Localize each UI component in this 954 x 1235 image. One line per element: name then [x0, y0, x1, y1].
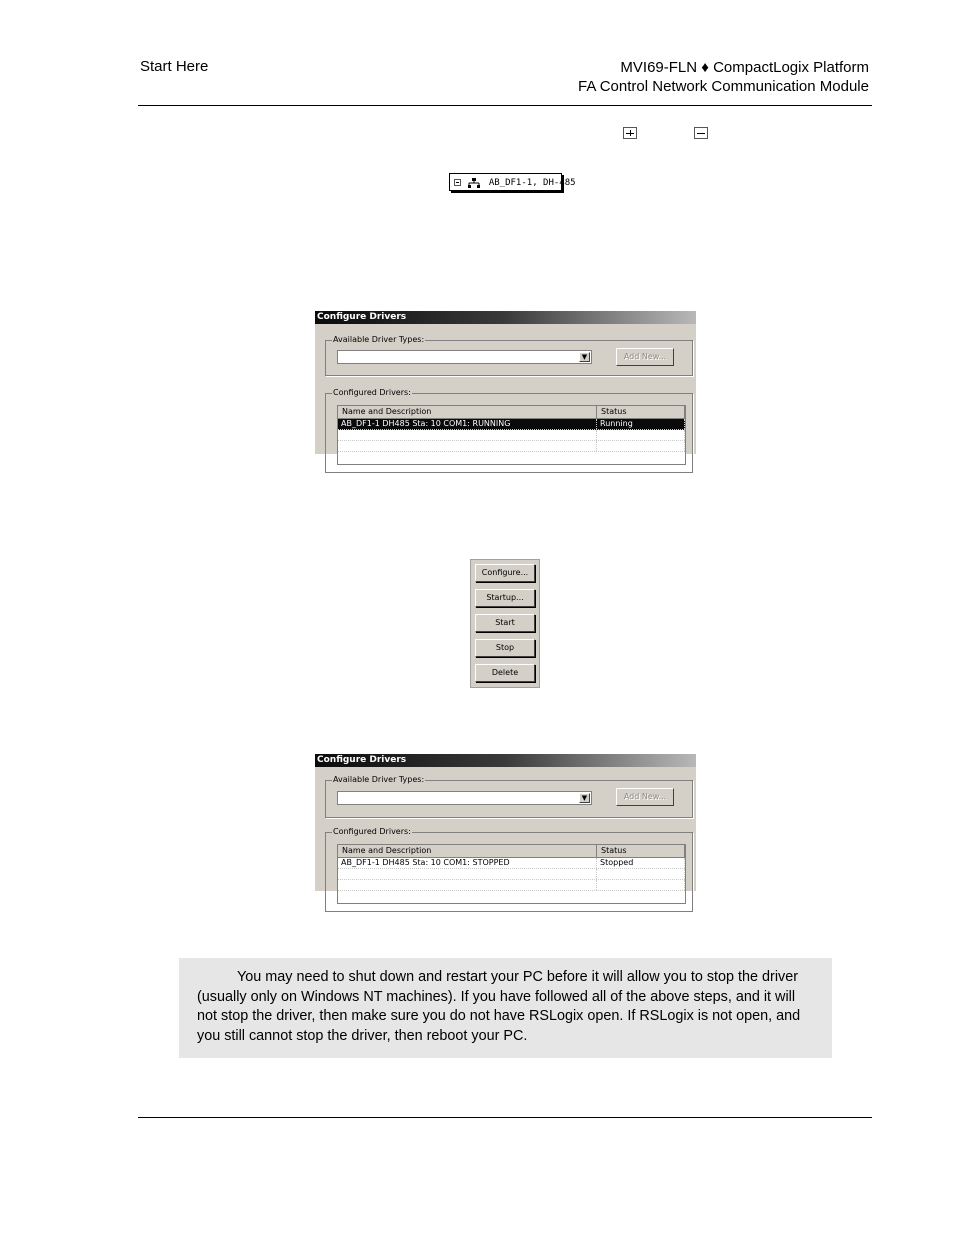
available-driver-types-group	[325, 775, 693, 818]
chevron-down-icon[interactable]: ▼	[579, 793, 590, 803]
driver-status-cell: Running	[597, 419, 685, 429]
table-row[interactable]	[338, 858, 685, 869]
column-header-name[interactable]: Name and Description	[338, 845, 597, 857]
driver-tree-label: AB_DF1-1, DH-485	[488, 178, 576, 188]
configure-drivers-dialog-stopped	[314, 753, 696, 891]
start-button[interactable]: Start	[475, 614, 535, 632]
plus-box-icon	[623, 127, 637, 139]
configured-drivers-group	[325, 827, 693, 912]
note-text: You may need to shut down and restart your PC before it will allow you to stop the driver (usually only on Windows NT machines). If you have followed all of the above steps, and it will not stop the driver, then make sure you do not have RSLogix open. If RSLogix is not open, and you still cannot stop the driver, then reboot your PC.	[197, 969, 801, 1044]
driver-action-panel	[470, 559, 540, 688]
chevron-down-icon[interactable]: ▼	[579, 352, 590, 362]
startup-button[interactable]: Startup...	[475, 589, 535, 607]
driver-type-select[interactable]	[337, 350, 592, 364]
note-box	[179, 958, 832, 1058]
stop-button[interactable]: Stop	[475, 639, 535, 657]
table-row-empty	[338, 430, 685, 441]
driver-name-cell: AB_DF1-1 DH485 Sta: 10 COM1: STOPPED	[338, 858, 597, 868]
add-new-button[interactable]: Add New...	[616, 348, 674, 366]
configured-drivers-list[interactable]	[337, 844, 686, 904]
delete-button[interactable]: Delete	[475, 664, 535, 682]
table-row-empty	[338, 869, 685, 880]
configure-drivers-dialog-running	[314, 310, 696, 454]
network-icon	[468, 178, 480, 188]
header-product-line1: MVI69-FLN ♦ CompactLogix Platform	[620, 59, 869, 76]
list-header	[338, 845, 685, 858]
configured-drivers-label: Configured Drivers:	[333, 388, 411, 397]
available-driver-types-group	[325, 335, 693, 376]
header-section-title: Start Here	[140, 58, 209, 75]
driver-tree-node	[449, 173, 576, 191]
collapse-box-icon	[454, 179, 461, 186]
dialog-title: Configure Drivers	[315, 754, 696, 767]
minus-box-icon	[694, 127, 708, 139]
header-rule	[138, 105, 872, 106]
configure-button[interactable]: Configure...	[475, 564, 535, 582]
driver-status-cell: Stopped	[597, 858, 685, 868]
available-driver-types-label: Available Driver Types:	[333, 335, 425, 344]
configured-drivers-label: Configured Drivers:	[333, 827, 411, 836]
list-header	[338, 406, 685, 419]
table-row[interactable]	[338, 419, 685, 430]
table-row-empty	[338, 880, 685, 891]
column-header-status[interactable]: Status	[597, 406, 685, 418]
table-row-empty	[338, 441, 685, 452]
dialog-title: Configure Drivers	[315, 311, 696, 324]
header-product-title	[578, 58, 869, 96]
driver-type-select[interactable]	[337, 791, 592, 805]
column-header-name[interactable]: Name and Description	[338, 406, 597, 418]
configured-drivers-list[interactable]	[337, 405, 686, 465]
footer-rule	[138, 1117, 872, 1118]
column-header-status[interactable]: Status	[597, 845, 685, 857]
add-new-button[interactable]: Add New...	[616, 788, 674, 806]
configured-drivers-group	[325, 388, 693, 473]
header-product-line2: FA Control Network Communication Module	[578, 78, 869, 95]
available-driver-types-label: Available Driver Types:	[333, 775, 425, 784]
driver-name-cell: AB_DF1-1 DH485 Sta: 10 COM1: RUNNING	[338, 419, 597, 429]
